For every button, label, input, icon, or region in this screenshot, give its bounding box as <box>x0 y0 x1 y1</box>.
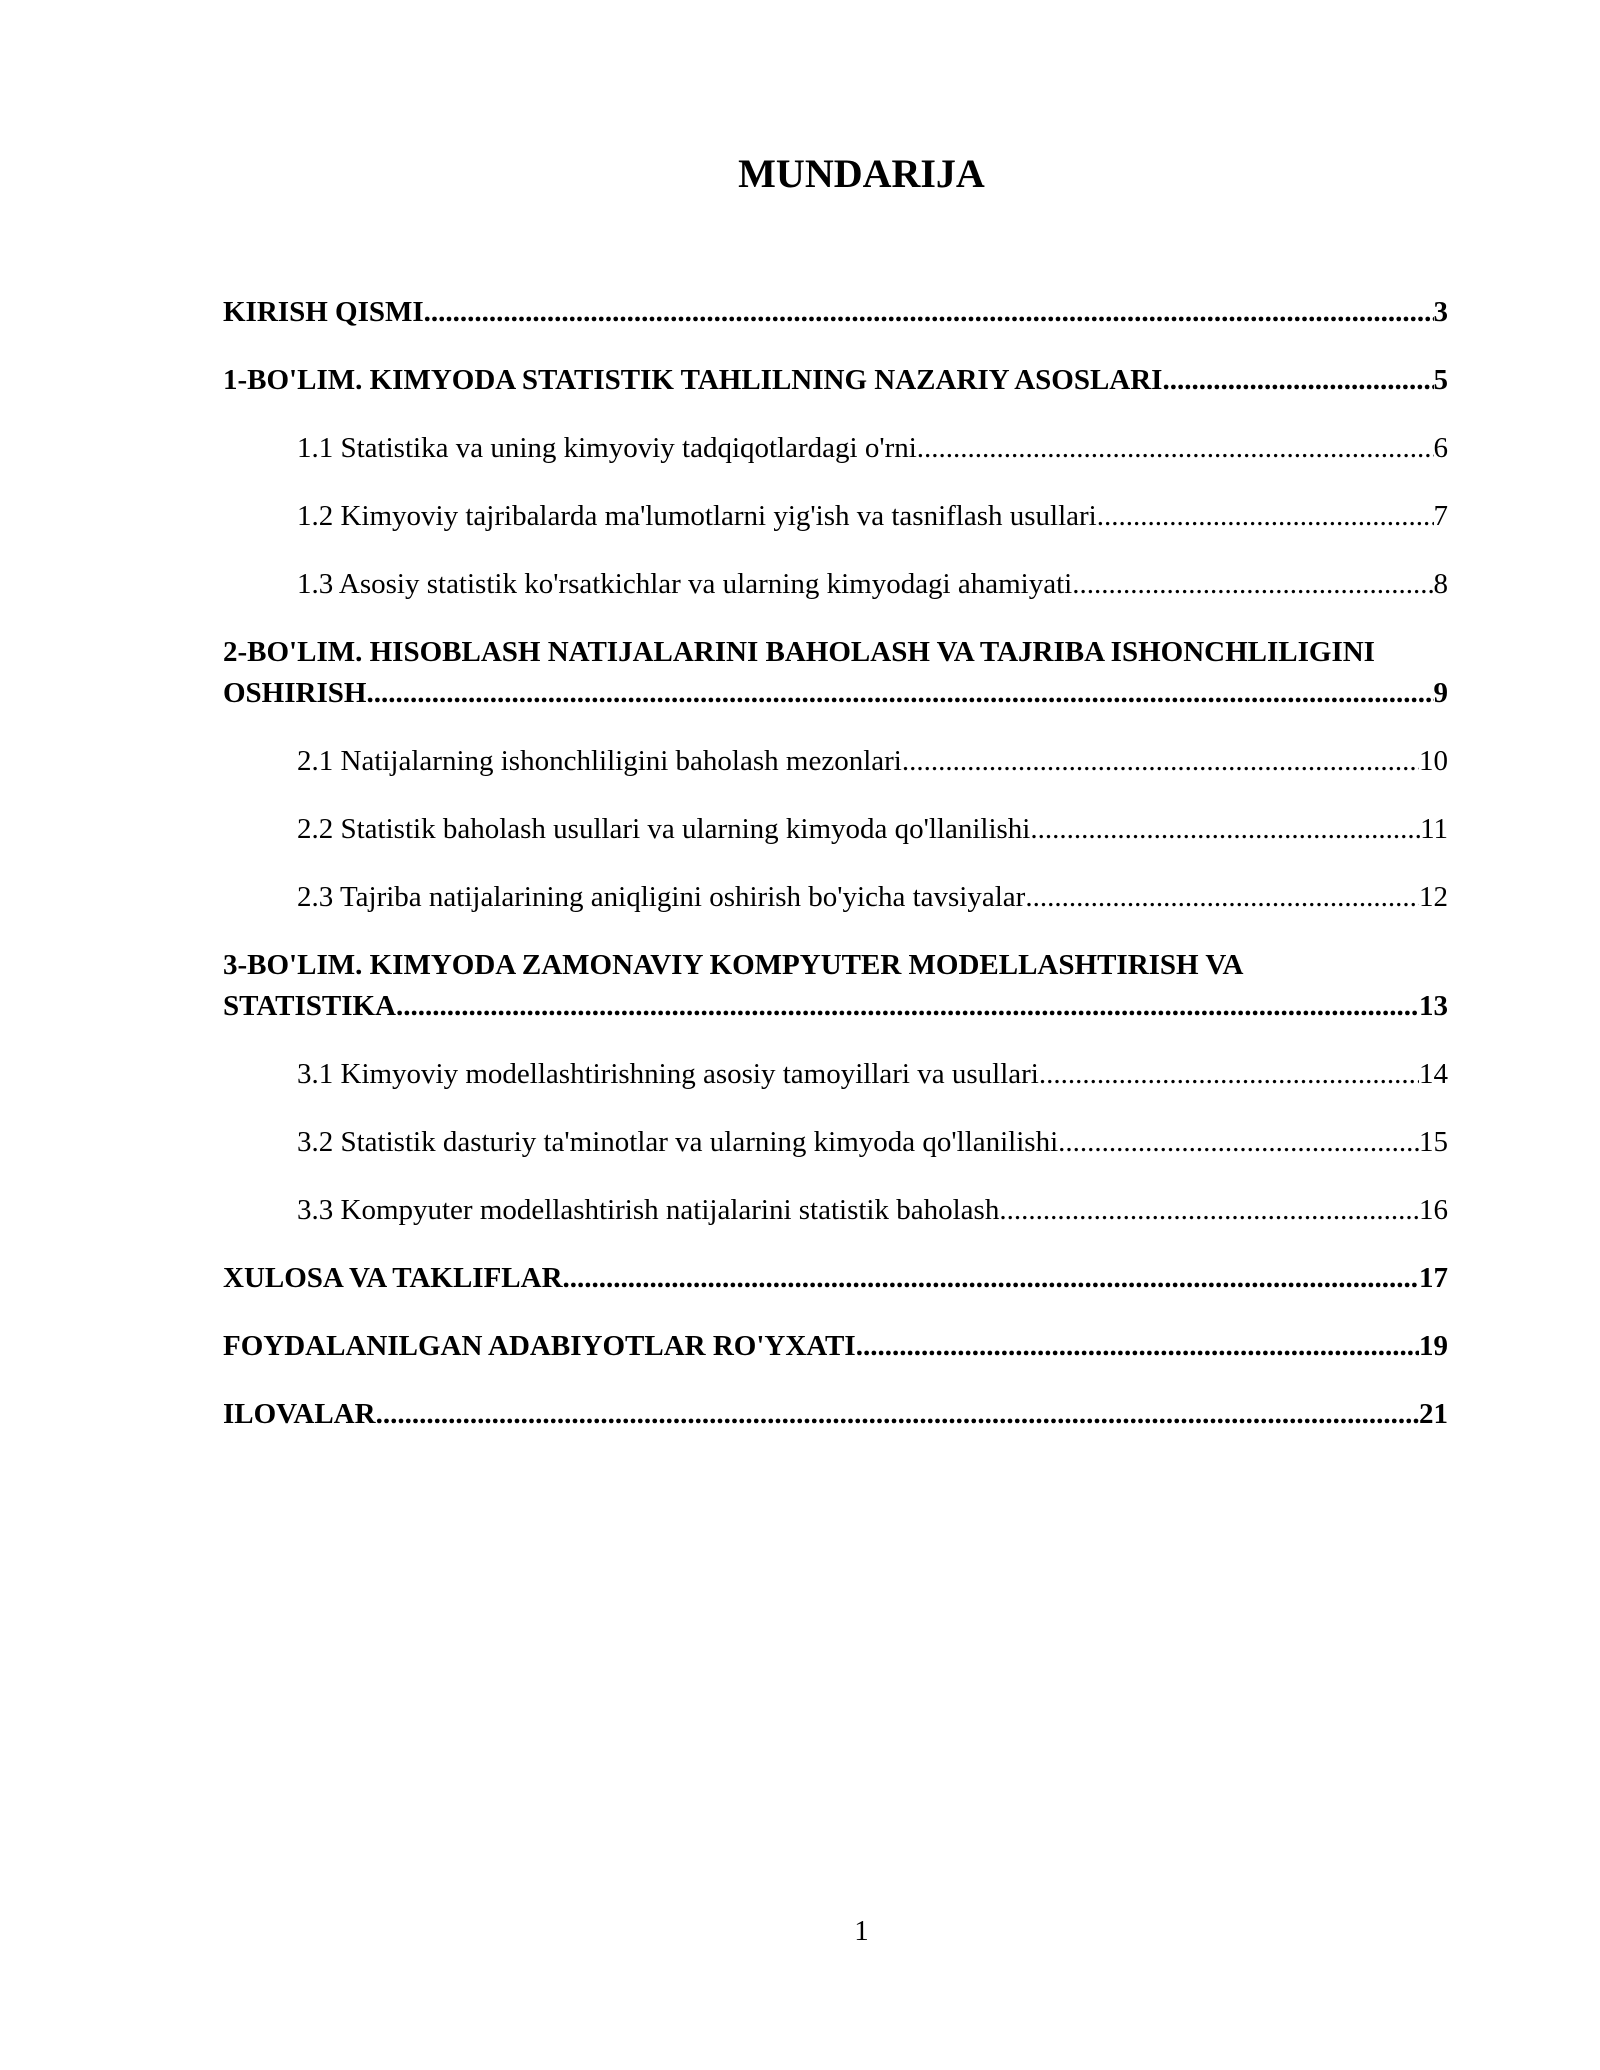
toc-entry-line <box>223 673 1448 714</box>
toc-entry-line <box>297 1122 1448 1163</box>
dot-leader <box>563 1258 1419 1299</box>
toc-entry-title: 3.3 Kompyuter modellashtirish natijalarini statistik baholash <box>297 1194 1000 1226</box>
toc-subsection-entry[interactable] <box>223 564 1448 605</box>
toc-entry-line <box>223 1326 1448 1367</box>
page-title: MUNDARIJA <box>738 151 985 196</box>
toc-entry-title: 1.2 Kimyoviy tajribalarda ma'lumotlarni yig'ish va tasniflash usullari <box>297 500 1097 532</box>
toc-page-number: 15 <box>1419 1126 1448 1158</box>
toc-entry-title: KIRISH QISMI <box>223 296 424 328</box>
toc-page-number: 14 <box>1419 1058 1448 1090</box>
toc-page-number: 10 <box>1419 745 1448 777</box>
toc-page-number: 8 <box>1433 568 1448 600</box>
toc-page-number: 19 <box>1419 1330 1448 1362</box>
toc-section-entry[interactable] <box>223 1394 1448 1435</box>
dot-leader <box>396 986 1419 1027</box>
toc-entry-line <box>223 986 1448 1027</box>
toc-entry-line <box>297 741 1448 782</box>
toc-entry-line <box>297 1190 1448 1231</box>
toc-page-number: 13 <box>1419 990 1448 1022</box>
toc-entry-title: 3.1 Kimyoviy modellashtirishning asosiy tamoyillari va usullari <box>297 1058 1039 1090</box>
toc-page-number: 21 <box>1419 1398 1448 1430</box>
toc-page-number: 12 <box>1419 881 1448 913</box>
toc-entry-title: 1.3 Asosiy statistik ko'rsatkichlar va ularning kimyodagi ahamiyati <box>297 568 1073 600</box>
toc-section-entry[interactable] <box>223 1326 1448 1367</box>
toc-entry-line <box>297 1054 1448 1095</box>
page-number: 1 <box>854 1915 869 1947</box>
toc-page-number: 11 <box>1420 813 1448 845</box>
dot-leader <box>366 673 1433 714</box>
toc-subsection-entry[interactable] <box>223 428 1448 469</box>
dot-leader <box>902 741 1419 782</box>
toc-entry-title: XULOSA VA TAKLIFLAR <box>223 1262 563 1294</box>
toc-section-entry[interactable] <box>223 292 1448 333</box>
toc-entry-title-line: 2-BO'LIM. HISOBLASH NATIJALARINI BAHOLASH VA TAJRIBA ISHONCHLILIGINI <box>223 636 1375 668</box>
dot-leader <box>376 1394 1419 1435</box>
toc-entry-title: 3.2 Statistik dasturiy ta'minotlar va ularning kimyoda qo'llanilishi <box>297 1126 1059 1158</box>
toc-entry-line <box>297 877 1448 918</box>
toc-entry-title: FOYDALANILGAN ADABIYOTLAR RO'YXATI <box>223 1330 856 1362</box>
toc-entry-title: OSHIRISH <box>223 677 367 709</box>
dot-leader <box>999 1190 1419 1231</box>
toc-entry-title: STATISTIKA <box>223 990 396 1022</box>
dot-leader <box>1162 360 1433 401</box>
toc-page-number: 6 <box>1433 432 1448 464</box>
toc-subsection-entry[interactable] <box>223 809 1448 850</box>
toc-section-entry[interactable] <box>223 1258 1448 1299</box>
toc-entry-title-line: 3-BO'LIM. KIMYODA ZAMONAVIY KOMPYUTER MODELLASHTIRISH VA <box>223 949 1244 981</box>
dot-leader <box>1025 877 1419 918</box>
toc-entry-line <box>223 292 1448 333</box>
toc-entry-title: 1.1 Statistika va uning kimyoviy tadqiqotlardagi o'rni <box>297 432 917 464</box>
toc-subsection-entry[interactable] <box>223 877 1448 918</box>
dot-leader <box>1058 1122 1419 1163</box>
toc-section-entry[interactable] <box>223 360 1448 401</box>
toc-page-number: 16 <box>1419 1194 1448 1226</box>
toc-entry-line <box>223 1394 1448 1435</box>
toc-section-entry[interactable] <box>223 945 1448 1027</box>
toc-subsection-entry[interactable] <box>223 1190 1448 1231</box>
toc-page-number: 9 <box>1433 677 1448 709</box>
toc-subsection-entry[interactable] <box>223 1122 1448 1163</box>
toc-page-number: 17 <box>1419 1262 1448 1294</box>
toc-entry-title: 2.3 Tajriba natijalarining aniqligini oshirish bo'yicha tavsiyalar <box>297 881 1026 913</box>
dot-leader <box>424 292 1434 333</box>
toc-entry-line <box>297 428 1448 469</box>
toc-entry-title: ILOVALAR <box>223 1398 376 1430</box>
toc-entry-title: 1-BO'LIM. KIMYODA STATISTIK TAHLILNING NAZARIY ASOSLARI <box>223 364 1163 396</box>
table-of-contents <box>223 292 1448 1462</box>
dot-leader <box>856 1326 1419 1367</box>
toc-subsection-entry[interactable] <box>223 741 1448 782</box>
dot-leader <box>917 428 1434 469</box>
toc-entry-line <box>223 1258 1448 1299</box>
toc-entry-title: 2.2 Statistik baholash usullari va ularning kimyoda qo'llanilishi <box>297 813 1031 845</box>
toc-entry-title: 2.1 Natijalarning ishonchliligini baholash mezonlari <box>297 745 902 777</box>
dot-leader <box>1072 564 1433 605</box>
toc-entry-line <box>297 564 1448 605</box>
dot-leader <box>1030 809 1420 850</box>
toc-subsection-entry[interactable] <box>223 1054 1448 1095</box>
toc-page-number: 3 <box>1433 296 1448 328</box>
toc-subsection-entry[interactable] <box>223 496 1448 537</box>
toc-page-number: 7 <box>1433 500 1448 532</box>
toc-entry-line <box>223 360 1448 401</box>
dot-leader <box>1097 496 1434 537</box>
toc-page-number: 5 <box>1433 364 1448 396</box>
toc-entry-line <box>297 809 1448 850</box>
toc-entry-line <box>297 496 1448 537</box>
dot-leader <box>1039 1054 1419 1095</box>
toc-section-entry[interactable] <box>223 632 1448 714</box>
